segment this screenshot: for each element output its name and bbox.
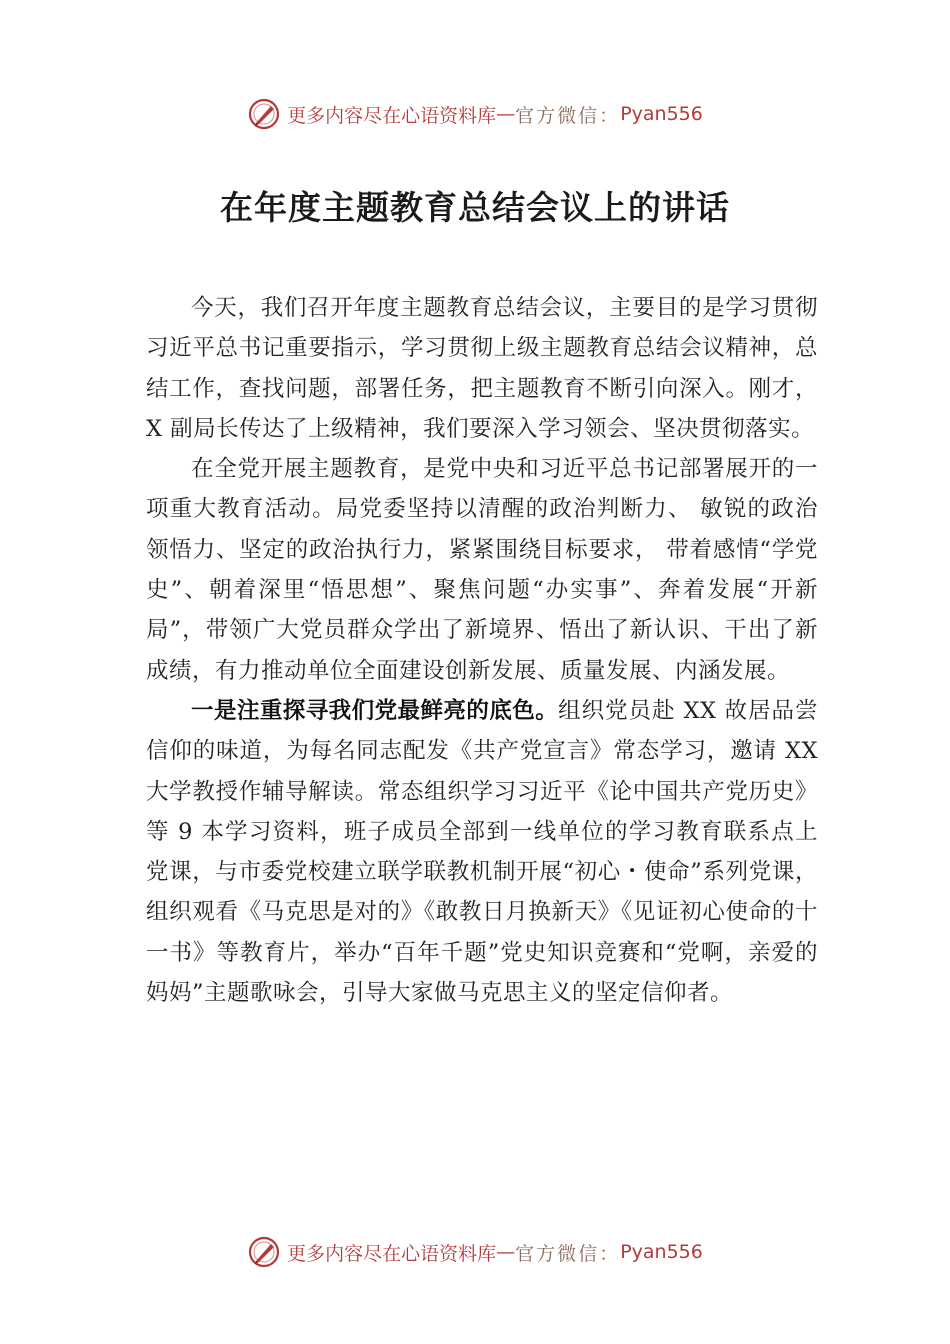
paragraph-point-one bbox=[146, 691, 818, 1013]
paragraph-text: 组织党员赴 XX 故居品尝信仰的味道，为每名同志配发《共产党宣言》常态学习，邀请 XX 大学教授作辅导解读。常态组织学习习近平《论中国共产党历史》等 9 本学习资料，班子成员全部到一线单位的学习教育联系点上党课，与市委党校建立联学联教机制开展“初心・使命”系列党课，组织观看《马克思是对的》《敢教日月换新天》《见证初心使命的十一书》等教育片，举办“百年千题”党史知识竞赛和“党啊，亲爱的妈妈”主题歌咏会，引导大家做马克思主义的坚定信仰者。 bbox=[146, 697, 818, 1007]
paragraph-text: 今天，我们召开年度主题教育总结会议，主要目的是学习贯彻习近平总书记重要指示，学习贯彻上级主题教育总结会议精神，总结工作，查找问题，部署任务，把主题教育不断引向深入。刚才，X 副局长传达了上级精神，我们要深入学习领会、坚决贯彻落实。 bbox=[146, 295, 818, 442]
paragraph-overview bbox=[146, 449, 818, 691]
document-body bbox=[146, 288, 818, 1013]
paragraph-text: 在全党开展主题教育，是党中央和习近平总书记部署展开的一项重大教育活动。局党委坚持以清醒的政治判断力、 敏锐的政治领悟力、坚定的政治执行力，紧紧围绕目标要求， 带着感情“学党史”、朝着深里“悟思想”、聚焦问题“办实事”、奔着发展“开新局”，带领广大党员群众学出了新境界、悟出了新认识、干出了新成绩，有力推动单位全面建设创新发展、质量发展、内涵发展。 bbox=[146, 456, 818, 684]
document-title: 在年度主题教育总结会议上的讲话 bbox=[220, 188, 730, 227]
watermark-wechat-label: 官方微信： bbox=[515, 1242, 621, 1265]
watermark-wechat-id: Pyan556 bbox=[620, 103, 703, 125]
pen-nib-seal-icon bbox=[247, 1235, 281, 1269]
watermark-brand: 更多内容尽在心语资料库 bbox=[287, 1242, 497, 1265]
footer-watermark bbox=[0, 1232, 950, 1272]
watermark-separator: — bbox=[496, 1241, 516, 1263]
pen-nib-seal-icon bbox=[247, 97, 281, 131]
paragraph-intro bbox=[146, 288, 818, 449]
header-watermark bbox=[0, 94, 950, 134]
watermark-brand: 更多内容尽在心语资料库 bbox=[287, 104, 497, 127]
watermark-wechat-label: 官方微信： bbox=[515, 104, 621, 127]
watermark-wechat-id: Pyan556 bbox=[620, 1241, 703, 1263]
paragraph-lead: 一是注重探寻我们党最鲜亮的底色。 bbox=[191, 697, 559, 724]
watermark-separator: — bbox=[496, 103, 516, 125]
